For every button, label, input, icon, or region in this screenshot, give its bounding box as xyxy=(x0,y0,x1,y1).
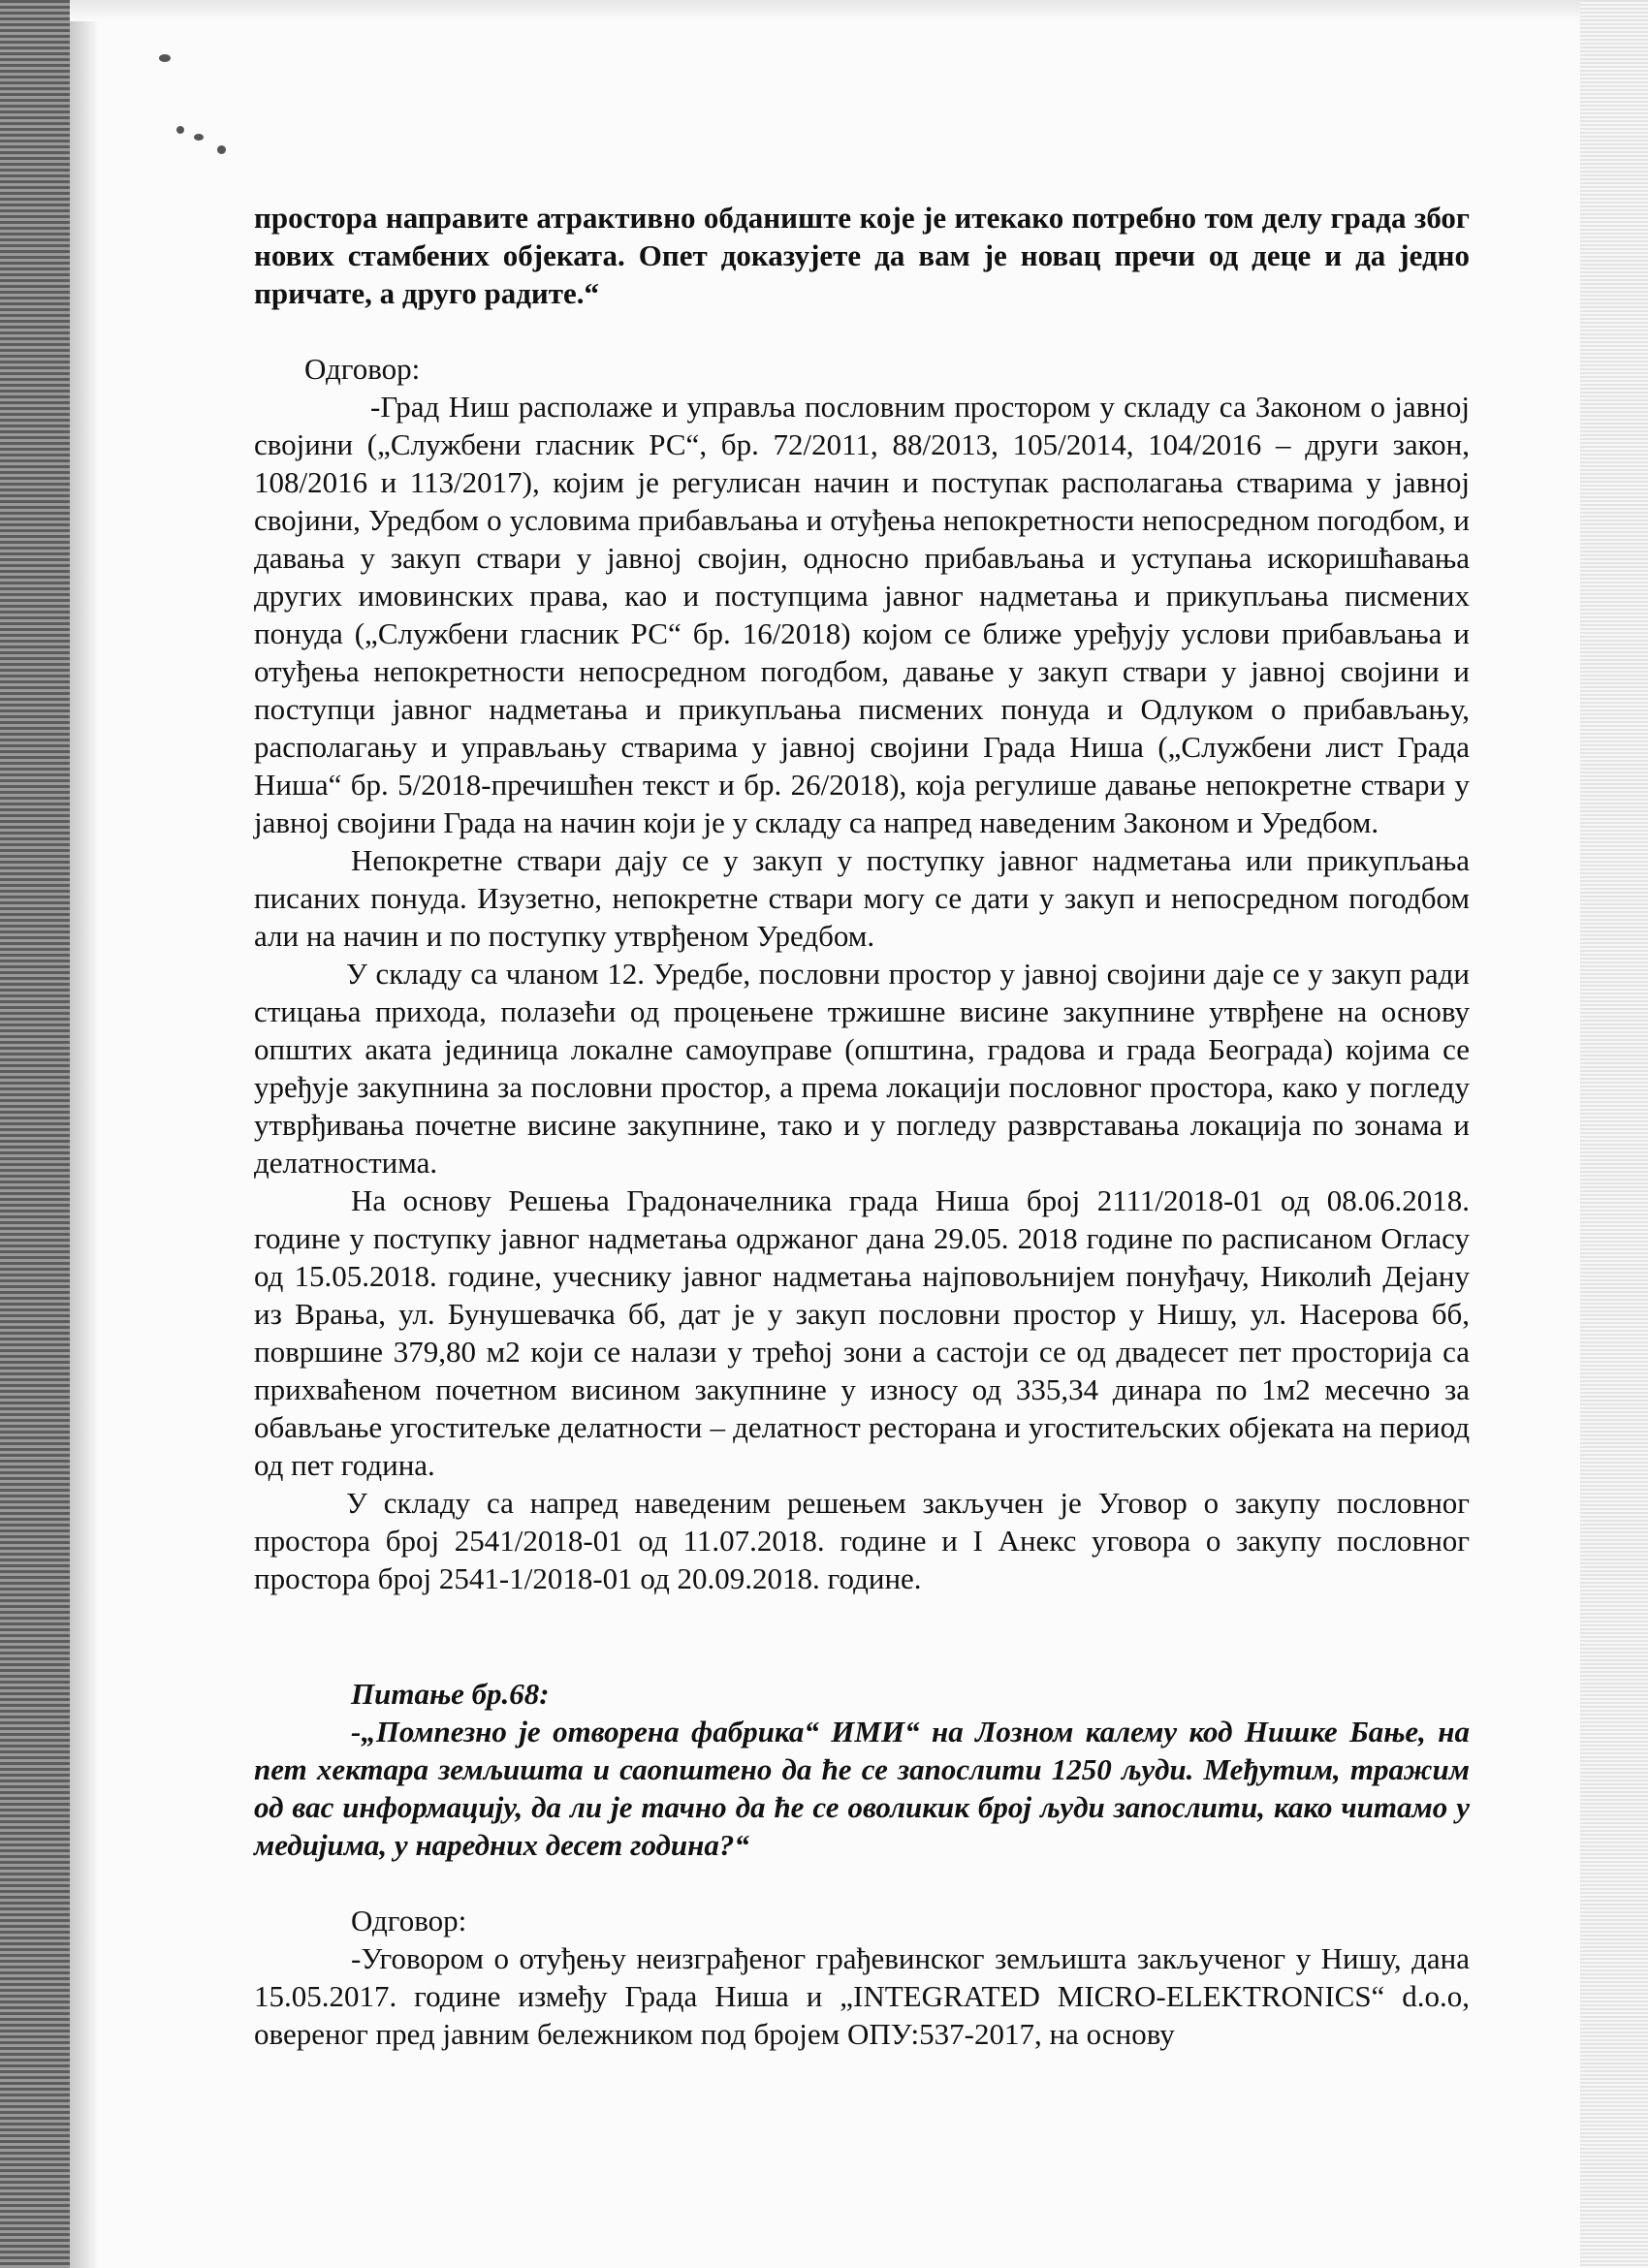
answer-paragraph: Непокретне ствари дају се у закуп у поступку јавног надметања или прикупљања писаних понуда. Изузетно, непокретне ствари могу се дати у закуп и непосредном погодбом али на начин и по поступку утврђеном Уредбом. xyxy=(254,843,1470,953)
punch-mark xyxy=(176,126,184,134)
punch-mark xyxy=(159,54,171,62)
answer-heading: Одговор: xyxy=(351,1904,467,1937)
spacer xyxy=(254,1864,1470,1902)
punch-mark xyxy=(217,145,226,154)
answer-paragraph: У складу са напред наведеним решењем закључен је Уговор о закупу пословног простора број 2541/2018-01 од 11.07.2018. године и I Анекс уговора о закупу пословног простора број 2541-1/2018-01 од 20.09.2018. године. xyxy=(254,1486,1470,1595)
question-text: -„Помпезно је отворена фабрика“ ИМИ“ на Лозном калему код Нишке Бање, на пет хектара земљишта и саопштено да ће се запослити 1250 људи. Међутим, тражим од вас информацију, да ли је тачно да ће се оволикик број људи запослити, како читамо у медијима, у наредних десет година?“ xyxy=(254,1715,1470,1862)
spacer xyxy=(254,312,1470,350)
scan-edge-left xyxy=(0,0,70,2268)
question-continuation: простора направите атрактивно обданиште које је итекако потребно том делу града због нових стамбених објеката. Опет доказујете да вам је новац пречи од деце и да једно причате, а друго радите.“ xyxy=(254,201,1470,310)
question-heading: Питање бр.68: xyxy=(351,1677,550,1711)
scan-edge-shadow xyxy=(70,0,97,2268)
answer-paragraph: -Уговором о отуђењу неизграђеног грађевинског земљишта закљученог у Нишу, дана 15.05.2017. године између Града Ниша и „INTEGRATED MICRO-ELEKTRONICS“ d.o.o, овереног пред јавним бележником под бројем ОПУ:537-2017, на основу xyxy=(254,1941,1470,2051)
scan-edge-right xyxy=(1580,0,1648,2268)
document-page xyxy=(254,199,1470,2053)
answer-paragraph: -Град Ниш располаже и управља пословним простором у складу са Законом о јавној својини („Службени гласник РС“, бр. 72/2011, 88/2013, 105/2014, 104/2016 – други закон, 108/2016 и 113/2017), којим је регулисан начин и поступак располагања стварима у јавној својини, Уредбом о условима прибављања и отуђења непокретности непосредном погодбом, и давања у закуп ствари у јавној својин, односно прибављања и уступања искоришћавања других имовинских права, као и поступцима јавног надметања и прикупљања писмених понуда („Службени гласник РС“ бр. 16/2018) којом се ближе уређују услови прибављања и отуђења непокретности непосредном погодбом, давање у закуп ствари у јавној својини и поступци јавног надметања и прикупљања писмених понуда и Одлуком о прибављању, располагању и управљању стварима у јавној својини Града Ниша („Службени лист Града Ниша“ бр. 5/2018-пречишћен текст и бр. 26/2018), која регулише давање непокретне ствари у јавној својини Града на начин који је у складу са напред наведеним Законом и Уредбом. xyxy=(254,390,1470,839)
answer-heading: Одговор: xyxy=(304,352,421,386)
punch-mark xyxy=(194,134,204,141)
scan-top-shadow xyxy=(70,0,1580,21)
spacer xyxy=(254,1597,1470,1675)
answer-paragraph: У складу са чланом 12. Уредбе, пословни простор у јавној својини даје се у закуп ради стицања прихода, полазећи од процењене тржишне висине закупнине утврђене на основу општих аката јединица локалне самоуправе (општина, градова и града Београда) којима се уређује закупнина за пословни простор, а према локацији пословног простора, како у погледу утврђивања почетне висине закупнине, тако и у погледу разврставања локација по зонама и делатностима. xyxy=(254,957,1470,1180)
answer-paragraph: На основу Решења Градоначелника града Ниша број 2111/2018-01 од 08.06.2018. године у поступку јавног надметања одржаног дана 29.05. 2018 године по расписаном Огласу од 15.05.2018. године, учеснику јавног надметања најповољнијем понуђачу, Николић Дејану из Врања, ул. Бунушевачка бб, дат је у закуп пословни простор у Нишу, ул. Насерова бб, површине 379,80 м2 који се налази у трећој зони а састоји се од двадесет пет просторија са прихваћеном почетном висином закупнине у износу од 335,34 динара по 1м2 месечно за обављање угоститељке делатности – делатност ресторана и угоститељских објеката на период од пет година. xyxy=(254,1183,1470,1482)
